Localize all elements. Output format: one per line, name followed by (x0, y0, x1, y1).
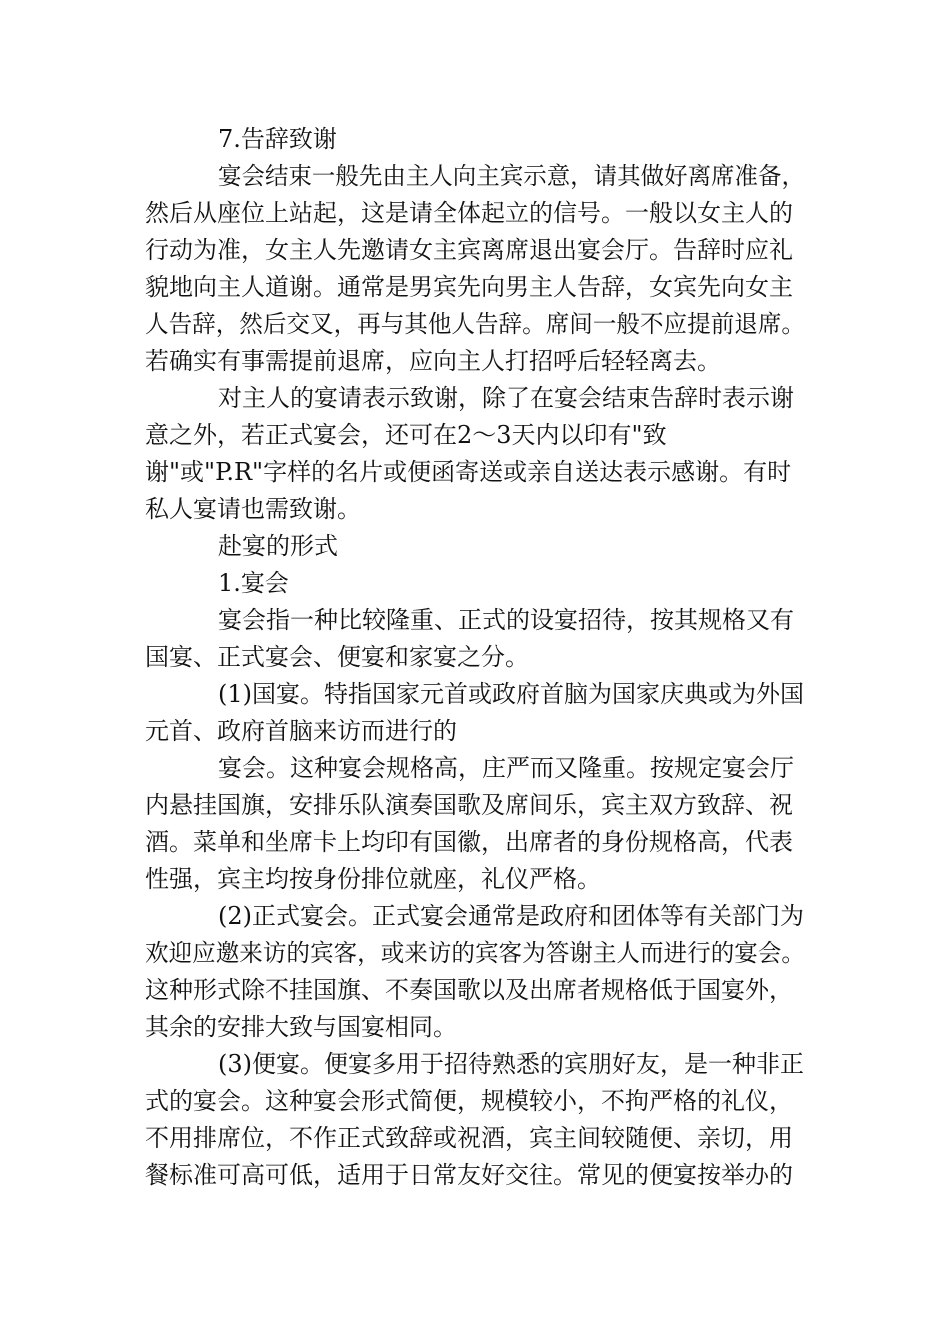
paragraph-line: 人告辞，然后交叉，再与其他人告辞。席间一般不应提前退席。 (145, 310, 805, 338)
paragraph-line: 式的宴会。这种宴会形式简便，规模较小，不拘严格的礼仪， (145, 1087, 793, 1115)
paragraph-line: 不用排席位，不作正式致辞或祝酒，宾主间较随便、亲切，用 (145, 1124, 793, 1152)
paragraph-line: 性强，宾主均按身份排位就座，礼仪严格。 (145, 865, 601, 893)
paragraph-line: 宴会。这种宴会规格高，庄严而又隆重。按规定宴会厅 (218, 754, 794, 782)
paragraph-line: 欢迎应邀来访的宾客，或来访的宾客为答谢主人而进行的宴会。 (145, 939, 805, 967)
paragraph-line: 对主人的宴请表示致谢，除了在宴会结束告辞时表示谢 (218, 384, 794, 412)
paragraph-line: 若确实有事需提前退席，应向主人打招呼后轻轻离去。 (145, 347, 721, 375)
paragraph-line: 餐标准可高可低，适用于日常友好交往。常见的便宴按举办的 (145, 1161, 793, 1189)
paragraph-line: 私人宴请也需致谢。 (145, 495, 361, 523)
paragraph-line: 元首、政府首脑来访而进行的 (145, 717, 457, 745)
paragraph-line: 宴会指一种比较隆重、正式的设宴招待，按其规格又有 (218, 606, 794, 634)
paragraph-line: 国宴、正式宴会、便宴和家宴之分。 (145, 643, 529, 671)
paragraph-line: (3)便宴。便宴多用于招待熟悉的宾朋好友，是一种非正 (218, 1050, 804, 1078)
paragraph-line: (2)正式宴会。正式宴会通常是政府和团体等有关部门为 (218, 902, 804, 930)
paragraph-line: 其余的安排大致与国宴相同。 (145, 1013, 457, 1041)
paragraph-line: 酒。菜单和坐席卡上均印有国徽，出席者的身份规格高，代表 (145, 828, 793, 856)
paragraph-line: (1)国宴。特指国家元首或政府首脑为国家庆典或为外国 (218, 680, 804, 708)
heading-farewell-thanks: 7.告辞致谢 (218, 125, 337, 153)
paragraph-line: 貌地向主人道谢。通常是男宾先向男主人告辞，女宾先向女主 (145, 273, 793, 301)
paragraph-line: 行动为准，女主人先邀请女主宾离席退出宴会厅。告辞时应礼 (145, 236, 793, 264)
paragraph-line: 谢"或"P.R"字样的名片或便函寄送或亲自送达表示感谢。有时 (145, 458, 792, 486)
paragraph-line: 内悬挂国旗，安排乐队演奏国歌及席间乐，宾主双方致辞、祝 (145, 791, 793, 819)
paragraph-line: 然后从座位上站起，这是请全体起立的信号。一般以女主人的 (145, 199, 793, 227)
paragraph-line: 这种形式除不挂国旗、不奏国歌以及出席者规格低于国宴外， (145, 976, 793, 1004)
section-heading-banquet-forms: 赴宴的形式 (218, 532, 338, 560)
paragraph-line: 意之外，若正式宴会，还可在2～3天内以印有"致 (145, 421, 667, 449)
paragraph-line: 宴会结束一般先由主人向主宾示意，请其做好离席准备， (218, 162, 805, 190)
subheading-banquet: 1.宴会 (218, 569, 289, 597)
